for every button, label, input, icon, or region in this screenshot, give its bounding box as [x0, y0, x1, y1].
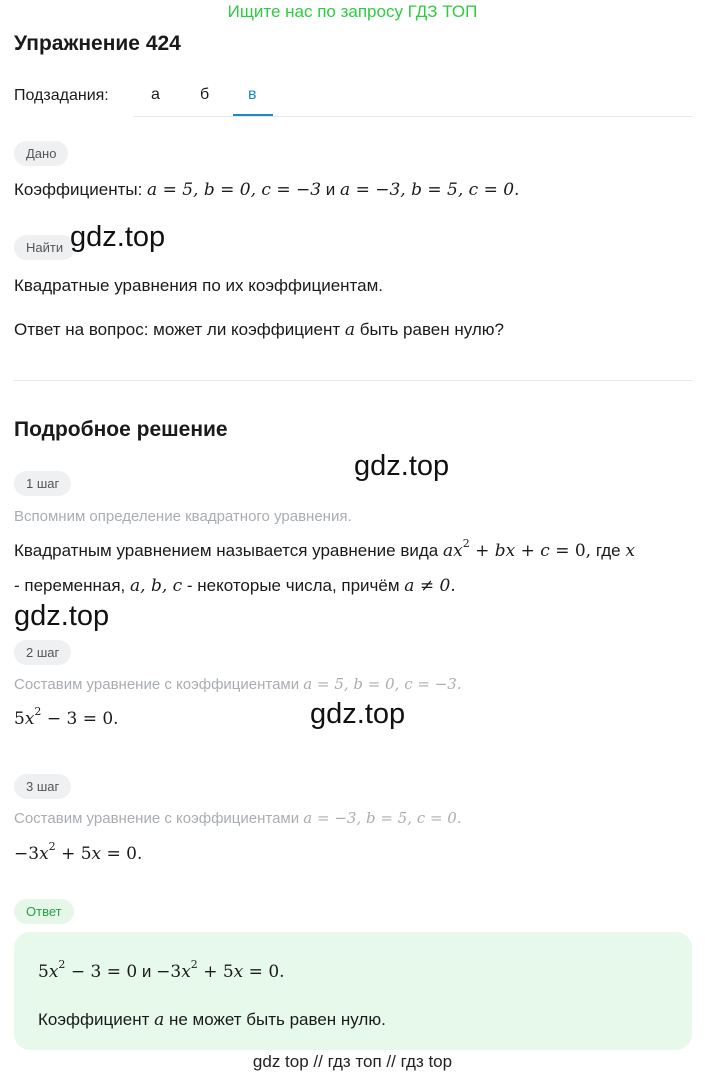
answer-equations [38, 958, 285, 982]
tab-a[interactable]: а [151, 86, 160, 103]
answer-eq-1: $5x^2 - 3 = 0$ [38, 958, 138, 982]
step-2-hint-math: a = 5, b = 0, c = −3. [303, 675, 462, 693]
step-2-badge: 2 шаг [14, 640, 71, 665]
step-1-badge: 1 шаг [14, 471, 71, 496]
find-var-a: a [344, 320, 355, 340]
answer-note [38, 1010, 386, 1030]
watermark: gdz.top [354, 450, 450, 482]
find-line-1: Квадратные уравнения по их коэффициентам. [14, 276, 383, 295]
answer-box [14, 932, 692, 1050]
step-3-badge: 3 шаг [14, 774, 71, 799]
given-set2: a = −3, b = 5, c = 0. [340, 180, 520, 200]
step-1-def-pre: Квадратным уравнением называется уравнение вида [14, 541, 439, 560]
var-x: x [625, 541, 635, 561]
watermark: gdz.top [310, 698, 406, 730]
step-2-hint [14, 675, 462, 693]
answer-badge: Ответ [14, 899, 74, 924]
find-line-2 [14, 320, 504, 340]
step-1-condition: a ≠ 0. [404, 576, 456, 596]
answer-conj: и [141, 962, 152, 981]
step-1-line-1 [14, 537, 635, 561]
step-3-hint-math: a = −3, b = 5, c = 0. [303, 809, 462, 827]
step-3-hint [14, 809, 462, 827]
given-conj: и [325, 180, 336, 199]
subtasks-label: Подзадания: [14, 87, 109, 104]
general-quadratic-formula: $ax^2$ + bx + c = 0, [442, 537, 592, 561]
given-line [14, 180, 519, 200]
step-2-equation: $5x^2 - 3 = 0$. [14, 705, 119, 729]
watermark: gdz.top [70, 221, 166, 253]
tab-b[interactable]: б [200, 86, 210, 103]
step-3-equation: $-3x^2 + 5x = 0$. [14, 840, 143, 864]
step-1-vars: a, b, c [130, 576, 183, 596]
answer-note-var: a [154, 1010, 165, 1030]
answer-eq-2: $-3x^2 + 5x = 0$. [156, 958, 285, 982]
watermark: gdz.top [14, 600, 110, 632]
step-3-hint-text: Составим уравнение с коэффициентами [14, 810, 300, 827]
find-line-2-post: быть равен нулю? [359, 320, 505, 339]
answer-note-post: не может быть равен нулю. [168, 1010, 386, 1029]
find-badge: Найти [14, 235, 75, 260]
step-1-var-mid: - некоторые числа, причём [186, 576, 400, 595]
step-1-var-pre: - переменная, [14, 576, 126, 595]
page-title: Упражнение 424 [14, 32, 181, 55]
footer-links[interactable]: gdz top // гдз топ // гдз top [252, 1052, 453, 1071]
step-2-hint-text: Составим уравнение с коэффициентами [14, 676, 300, 693]
given-prefix: Коэффициенты: [14, 180, 143, 199]
promo-banner[interactable]: Ищите нас по запросу ГДЗ ТОП [227, 2, 478, 21]
step-1-line-2 [14, 576, 456, 596]
step-1-def-post: где [595, 541, 621, 560]
given-set1: a = 5, b = 0, c = −3 [147, 180, 322, 200]
given-badge: Дано [14, 141, 68, 166]
section-divider [14, 380, 692, 381]
answer-note-pre: Коэффициент [38, 1010, 150, 1029]
find-line-2-pre: Ответ на вопрос: может ли коэффициент [14, 320, 341, 339]
solution-heading: Подробное решение [14, 418, 228, 441]
tab-v[interactable]: в [248, 86, 257, 103]
tabs-divider [134, 116, 692, 117]
step-1-hint: Вспомним определение квадратного уравнения. [14, 508, 352, 525]
active-tab-indicator [233, 114, 273, 116]
